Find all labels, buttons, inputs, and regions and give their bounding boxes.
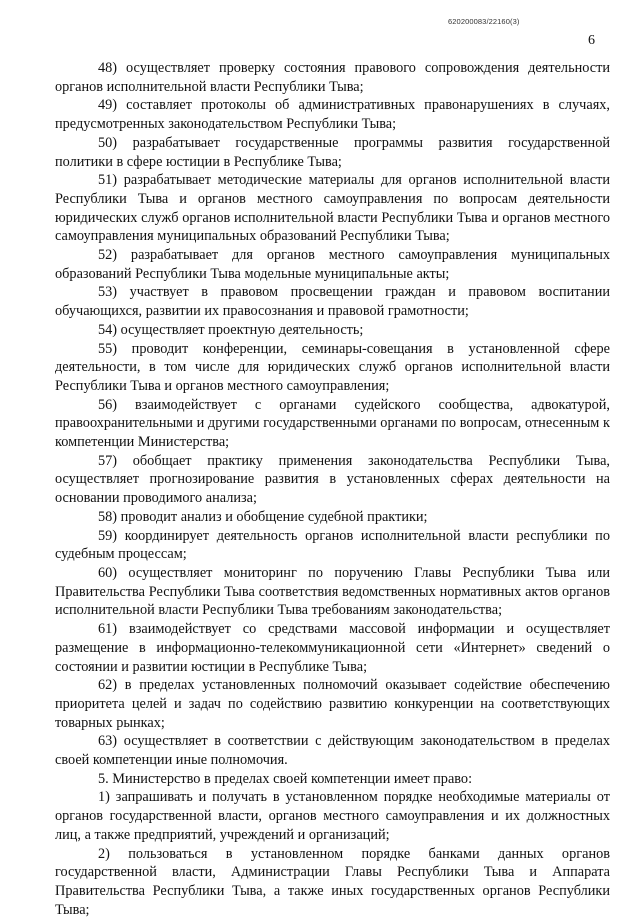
paragraph-51: 51) разрабатывает методические материалы для органов исполнительной власти Республики Тыва и органов местного самоуправления по вопросам деятельности юридических служб органов исполнительной власти Республики Тыва и органов местного самоуправления муниципальных образований Республики Тыва;: [55, 172, 610, 245]
paragraph-54: 54) осуществляет проектную деятельность;: [98, 321, 364, 338]
paragraph-62: 62) в пределах установленных полномочий оказывает содействие обеспечению приоритета целей и задач по содействию развитию конкуренции на соответствующих товарных рынках;: [55, 677, 610, 731]
paragraph-56: 56) взаимодействует с органами судейского сообщества, адвокатурой, правоохранительными и другими государственными органами по вопросам, отнесенным к компетенции Министерства;: [55, 396, 610, 451]
paragraph-52: 52) разрабатывает для органов местного самоуправления муниципальных образований Республики Тыва модельные муниципальные акты;: [55, 247, 610, 282]
paragraph-58: 58) проводит анализ и обобщение судебной практики;: [98, 508, 428, 525]
document-body: [55, 59, 610, 919]
paragraph-48: 48) осуществляет проверку состояния правового сопровождения деятельности органов исполнительной власти Республики Тыва;: [55, 60, 610, 95]
document-code: 620200083/22160(3): [448, 17, 520, 26]
section-5-heading: 5. Министерство в пределах своей компетенции имеет право:: [98, 770, 473, 787]
paragraph-57: 57) обобщает практику применения законодательства Республики Тыва, осуществляет прогнозирование развития в установленных сферах деятельности на основании проводимого анализа;: [55, 452, 610, 507]
right-item-2: 2) пользоваться в установленном порядке банками данных органов государственной власти, Администрации Главы Республики Тыва и Аппарата Правительства Республики Тыва, а также иных государственных органов Республики Тыва;: [55, 845, 610, 918]
paragraph-50: 50) разрабатывает государственные программы развития государственной политики в сфере юстиции в Республике Тыва;: [55, 134, 610, 170]
right-item-1: 1) запрашивать и получать в установленном порядке необходимые материалы от органов государственной власти, органов местного самоуправления и их должностных лиц, а также предприятий, учреждений и организаций;: [55, 789, 610, 843]
paragraph-49: 49) составляет протоколы об административных правонарушениях в случаях, предусмотренных законодательством Республики Тыва;: [55, 97, 610, 133]
paragraph-55: 55) проводит конференции, семинары-совещания в установленной сфере деятельности, в том числе для юридических служб органов исполнительной власти Республики Тыва и органов местного самоуправления;: [55, 340, 610, 394]
paragraph-63: 63) осуществляет в соответствии с действующим законодательством в пределах своей компетенции иные полномочия.: [55, 733, 610, 769]
paragraph-53: 53) участвует в правовом просвещении граждан и правовом воспитании обучающихся, развитии их правосознания и правовой грамотности;: [55, 284, 610, 320]
paragraph-61: 61) взаимодействует со средствами массовой информации и осуществляет размещение в информационно-телекоммуникационной сети «Интернет» сведений о состоянии и развитии юстиции в Республике Тыва;: [55, 621, 610, 675]
paragraph-59: 59) координирует деятельность органов исполнительной власти республики по судебным процессам;: [55, 527, 610, 563]
paragraph-60: 60) осуществляет мониторинг по поручению Главы Республики Тыва или Правительства Республики Тыва соответствия ведомственных нормативных актов органов исполнительной власти Республики Тыва требованиям законодательства;: [55, 564, 610, 619]
page-number: 6: [588, 33, 595, 48]
